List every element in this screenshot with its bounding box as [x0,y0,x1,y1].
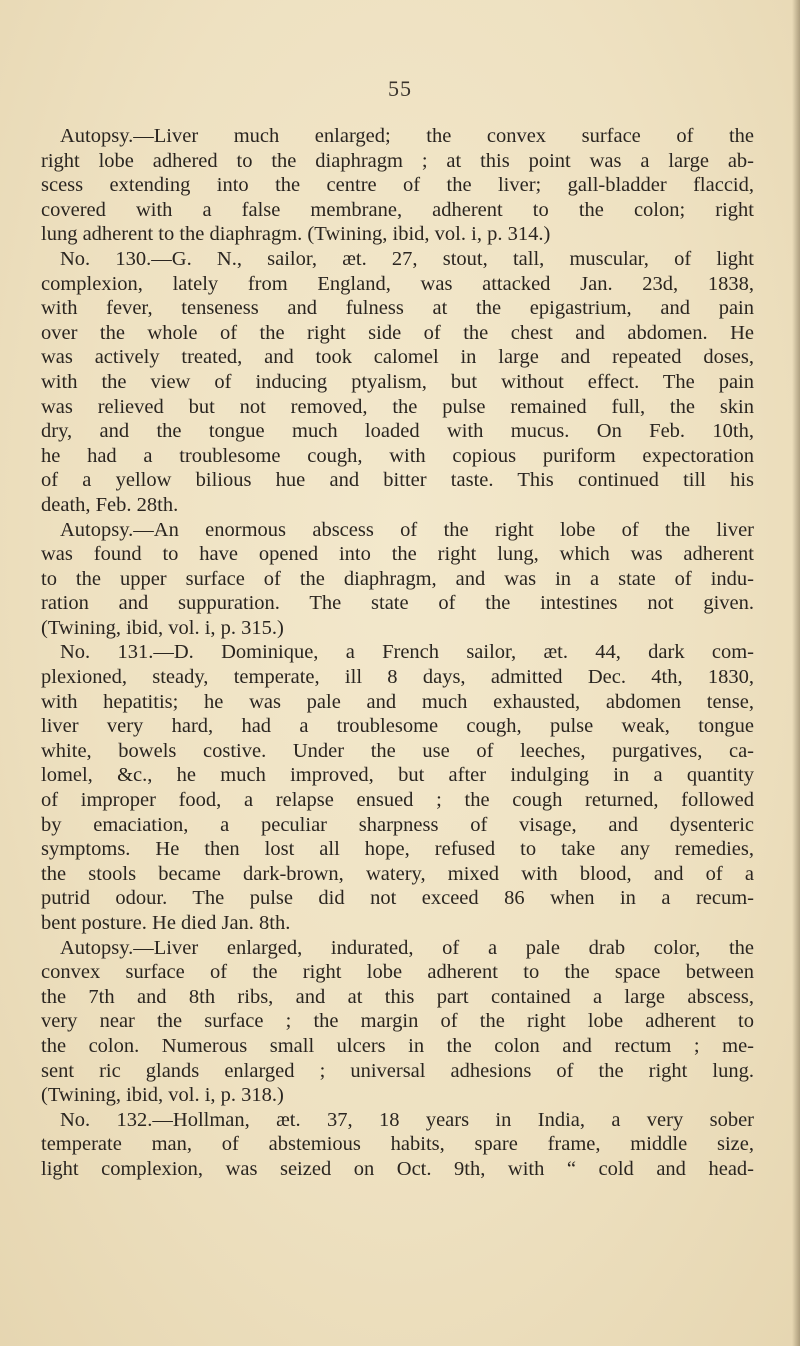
text-line: with hepatitis; he was pale and much exhausted, abdomen tense, [41,690,754,713]
text-line: sent ric glands enlarged ; universal adhesions of the right lung. [41,1059,754,1082]
text-line: over the whole of the right side of the chest and abdomen. He [41,321,754,344]
text-line: light complexion, was seized on Oct. 9th, with “ cold and head- [41,1157,754,1180]
text-line: of a yellow bilious hue and bitter taste. This continued till his [41,469,754,492]
text-line: the stools became dark-brown, watery, mixed with blood, and of a [41,862,754,885]
page-number: 55 [388,76,412,101]
text-line: dry, and the tongue much loaded with mucus. On Feb. 10th, [41,420,754,443]
text-line: lung adherent to the diaphragm. (Twining, ibid, vol. i, p. 314.) [41,223,551,246]
text-line: was relieved but not removed, the pulse remained full, the skin [41,395,754,418]
text-line: Autopsy.—Liver enlarged, indurated, of a pale drab color, the [60,936,754,959]
text-line: convex surface of the right lobe adherent to the space between [41,961,754,984]
page-edge-shadow [792,0,800,1346]
text-line: temperate man, of abstemious habits, spare frame, middle size, [41,1133,754,1156]
text-line: was found to have opened into the right lung, which was adherent [41,543,754,566]
text-line: No. 130.—G. N., sailor, æt. 27, stout, tall, muscular, of light [60,247,754,270]
text-line: symptoms. He then lost all hope, refused to take any remedies, [41,838,754,861]
text-line: death, Feb. 28th. [41,493,179,516]
text-line: by emaciation, a peculiar sharpness of visage, and dysenteric [41,813,754,836]
text-line: putrid odour. The pulse did not exceed 86 when in a recum- [41,887,754,910]
text-line: No. 132.—Hollman, æt. 37, 18 years in India, a very sober [60,1108,754,1131]
text-line: Autopsy.—An enormous abscess of the right lobe of the liver [60,518,754,541]
text-line: covered with a false membrane, adherent to the colon; right [41,198,754,221]
text-line: plexioned, steady, temperate, ill 8 days, admitted Dec. 4th, 1830, [41,666,754,689]
text-line: to the upper surface of the diaphragm, and was in a state of indu- [41,567,754,590]
text-line: Autopsy.—Liver much enlarged; the convex surface of the [60,125,754,147]
text-line: scess extending into the centre of the liver; gall-bladder flaccid, [41,174,754,197]
text-line: white, bowels costive. Under the use of leeches, purgatives, ca- [41,739,754,762]
text-line: ration and suppuration. The state of the intestines not given. [41,592,754,615]
text-line: liver very hard, had a troublesome cough, pulse weak, tongue [41,715,754,738]
text-line: very near the surface ; the margin of the right lobe adherent to [41,1010,754,1033]
text-line: right lobe adhered to the diaphragm ; at this point was a large ab- [41,149,754,172]
text-line: No. 131.—D. Dominique, a French sailor, æt. 44, dark com- [60,641,754,664]
text-line: (Twining, ibid, vol. i, p. 318.) [41,1084,284,1107]
text-line: with the view of inducing ptyalism, but without effect. The pain [41,370,754,393]
text-line: (Twining, ibid, vol. i, p. 315.) [41,616,284,639]
text-line: with fever, tenseness and fulness at the epigastrium, and pain [41,297,754,320]
body-text [41,124,754,1182]
text-line: bent posture. He died Jan. 8th. [41,912,291,934]
text-line: the colon. Numerous small ulcers in the colon and rectum ; me- [41,1034,754,1057]
text-line: of improper food, a relapse ensued ; the cough returned, followed [41,789,754,812]
text-line: the 7th and 8th ribs, and at this part contained a large abscess, [41,985,754,1008]
text-line: he had a troublesome cough, with copious puriform expectoration [41,444,754,467]
text-line: lomel, &c., he much improved, but after indulging in a quantity [41,764,754,787]
text-line: was actively treated, and took calomel in large and repeated doses, [41,346,754,369]
text-line: complexion, lately from England, was attacked Jan. 23d, 1838, [41,272,754,295]
